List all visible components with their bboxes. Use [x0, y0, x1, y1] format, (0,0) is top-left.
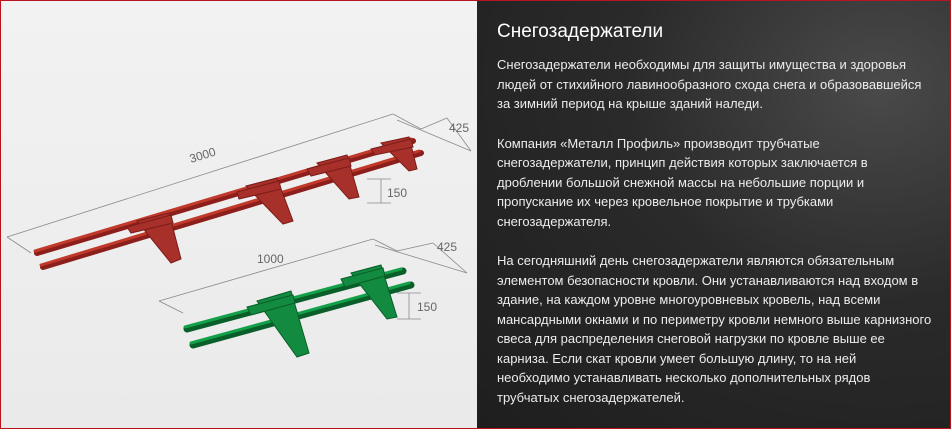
- snow-guard-illustration: [1, 1, 477, 428]
- paragraph-purpose: Снегозадержатели необходимы для защиты имущества и здоровья людей от стихийного лавинообразного схода снега и образовавшейся за зимний период на крыше зданий наледи.: [497, 57, 922, 111]
- dim-short-length: 1000: [257, 252, 284, 266]
- short-green-snow-guard: [185, 265, 411, 357]
- paragraph-company: Компания «Металл Профиль» производит трубчатые снегозадержатели, принцип действия которых заключается в дроблении большой снежной массы на небольшие порции и пропускание их через кровельное покрытие и трубками снегозадержателя.: [497, 135, 868, 229]
- dim-short-width: 425: [437, 240, 458, 254]
- info-panel: [477, 1, 950, 428]
- dim-long-width: 425: [449, 121, 470, 135]
- article-title: Снегозадержатели: [497, 21, 664, 42]
- dim-long-height: 150: [387, 186, 408, 200]
- dim-short-height: 150: [417, 300, 438, 314]
- dim-long-length: 3000: [187, 144, 218, 166]
- long-red-snow-guard: [35, 137, 421, 267]
- long-dimension-lines: [7, 114, 471, 253]
- snow-guard-drawing: [1, 1, 477, 428]
- paragraph-installation: На сегодняшний день снегозадержатели являются обязательным элементом безопасности кровли. Они устанавливаются над входом в здание, на каждом уровне многоуровневых кровель, над всеми мансардными окнами и по периметру кровли немного выше карнизного свеса для распределения снеговой нагрузки по кровле выше ее карниза. Если скат кровли умеет большую длину, то на ней необходимо устанавливать несколько дополнительных рядов трубчатых снегозадержателей.: [497, 253, 932, 405]
